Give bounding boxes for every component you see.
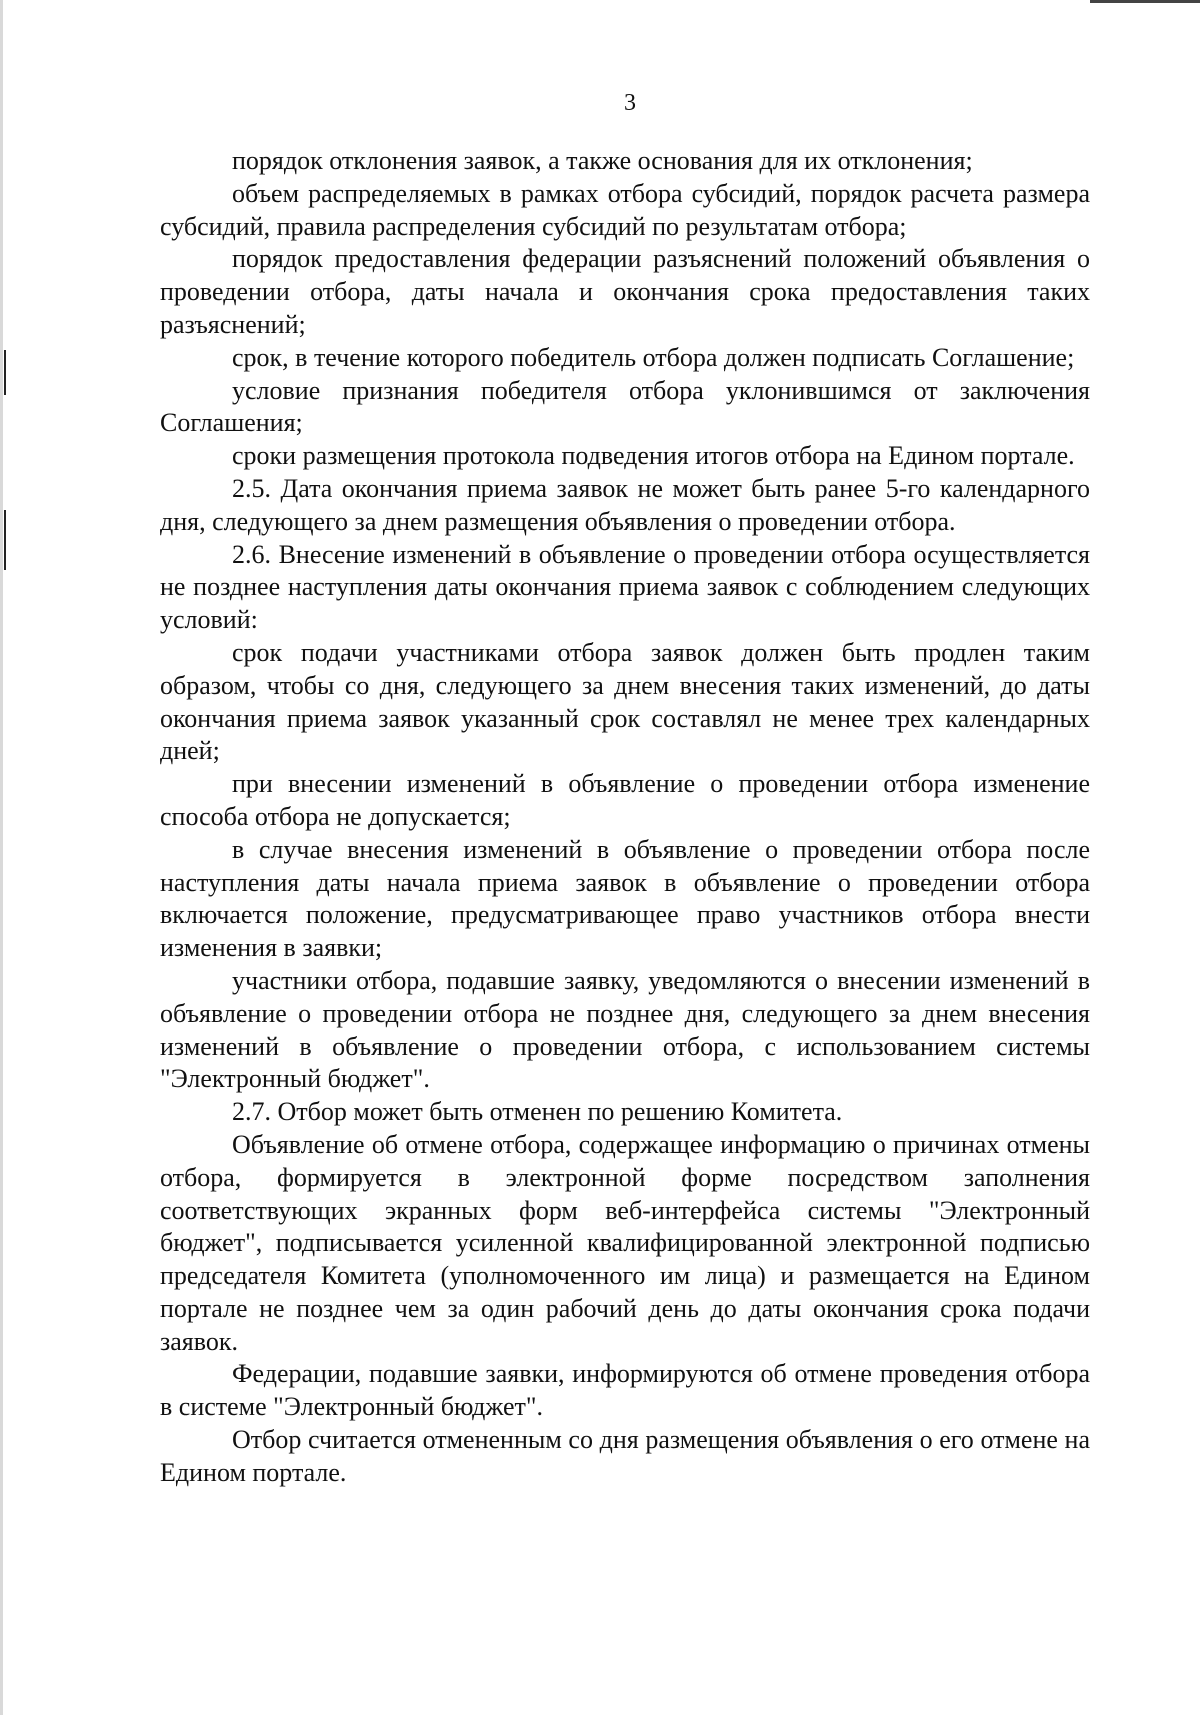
scan-mark xyxy=(1090,0,1200,3)
paragraph-clause-2-7: 2.7. Отбор может быть отменен по решению Комитета. xyxy=(232,1097,843,1127)
paragraph: участники отбора, подавшие заявку, уведомляются о внесении изменений в объявление о проведении отбора не позднее дня, следующего за днем внесения изменений в объявление о проведении отбора, с использованием системы "Электронный бюджет". xyxy=(160,965,1090,1094)
paragraph: порядок предоставления федерации разъяснений положений объявления о проведении отбора, даты начала и окончания срока предоставления таких разъяснений; xyxy=(160,244,1090,339)
page-number: 3 xyxy=(624,90,636,116)
paragraph: Федерации, подавшие заявки, информируются об отмене проведения отбора в системе "Электронный бюджет". xyxy=(160,1359,1090,1422)
paragraph: объем распределяемых в рамках отбора субсидий, порядок расчета размера субсидий, правила распределения субсидий по результатам отбора; xyxy=(160,178,1090,241)
paragraph: при внесении изменений в объявление о проведении отбора изменение способа отбора не допускается; xyxy=(160,769,1090,831)
paragraph: сроки размещения протокола подведения итогов отбора на Едином портале. xyxy=(232,441,1075,471)
paragraph: срок подачи участниками отбора заявок должен быть продлен таким образом, чтобы со дня, следующего за днем внесения таких изменений, до даты окончания приема заявок указанный срок составлял не менее трех календарных дней; xyxy=(160,637,1090,766)
paragraph: Объявление об отмене отбора, содержащее информацию о причинах отмены отбора, формируется в электронной форме посредством заполнения соответствующих экранных форм веб-интерфейса системы "Электронный бюджет", подписывается усиленной квалифицированной электронной подписью председателя Комитета (уполномоченного им лица) и размещается на Едином портале не позднее чем за один рабочий день до даты окончания срока подачи заявок. xyxy=(160,1129,1090,1356)
paragraph: срок, в течение которого победитель отбора должен подписать Соглашение; xyxy=(232,342,1075,372)
paragraph-clause-2-5: 2.5. Дата окончания приема заявок не может быть ранее 5-го календарного дня, следующего за днем размещения объявления о проведении отбора. xyxy=(160,473,1090,536)
paragraph: Отбор считается отмененным со дня размещения объявления о его отмене на Едином портале. xyxy=(160,1425,1090,1487)
paragraph: порядок отклонения заявок, а также основания для их отклонения; xyxy=(232,146,973,175)
scan-mark xyxy=(4,510,6,570)
paragraph: в случае внесения изменений в объявление о проведении отбора после наступления даты начала приема заявок в объявление о проведении отбора включается положение, предусматривающее право участников отбора внести изменения в заявки; xyxy=(160,834,1090,963)
scan-mark xyxy=(4,350,6,395)
document-body xyxy=(160,145,1090,1490)
scan-edge xyxy=(0,0,3,1715)
paragraph-clause-2-6: 2.6. Внесение изменений в объявление о проведении отбора осуществляется не позднее наступления даты окончания приема заявок с соблюдением следующих условий: xyxy=(160,539,1090,635)
paragraph: условие признания победителя отбора уклонившимся от заключения Соглашения; xyxy=(160,375,1090,438)
